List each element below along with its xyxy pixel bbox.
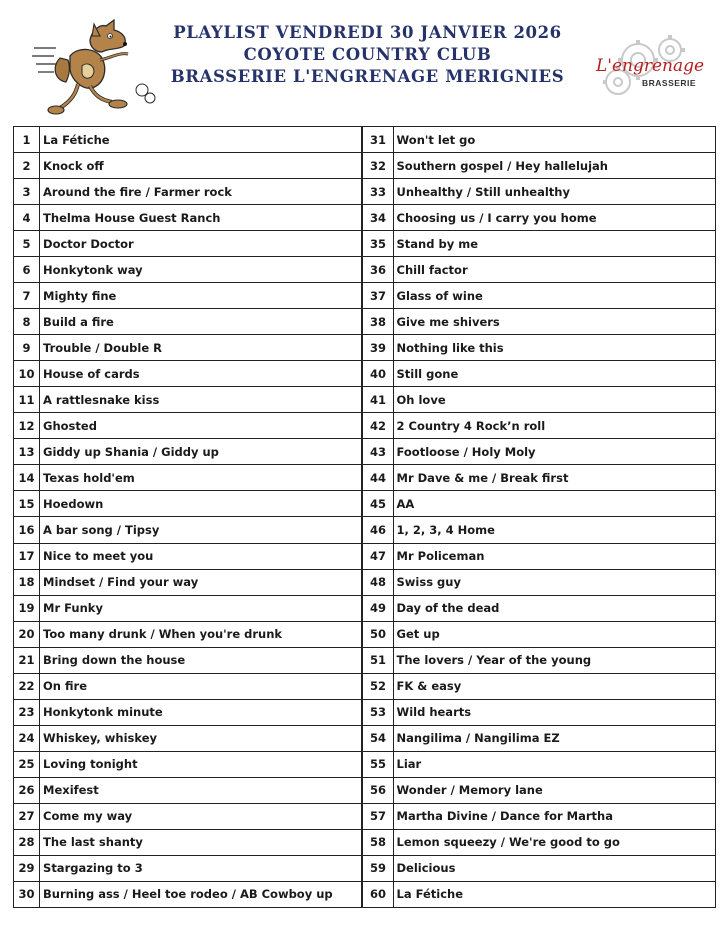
track-number: 43 (362, 439, 393, 465)
track-number: 45 (362, 491, 393, 517)
table-row (14, 153, 716, 179)
track-title: Unhealthy / Still unhealthy (393, 179, 715, 205)
track-number: 31 (362, 127, 393, 153)
track-title: Southern gospel / Hey hallelujah (393, 153, 715, 179)
track-title: Ghosted (40, 413, 363, 439)
track-number: 58 (362, 829, 393, 855)
track-number: 35 (362, 231, 393, 257)
track-number: 9 (14, 335, 40, 361)
track-number: 39 (362, 335, 393, 361)
track-number: 46 (362, 517, 393, 543)
track-title: Bring down the house (40, 647, 363, 673)
track-number: 34 (362, 205, 393, 231)
table-row (14, 413, 716, 439)
table-row (14, 569, 716, 595)
track-number: 15 (14, 491, 40, 517)
table-row (14, 829, 716, 855)
track-title: Loving tonight (40, 751, 363, 777)
table-row (14, 673, 716, 699)
track-title: Wild hearts (393, 699, 715, 725)
table-row (14, 439, 716, 465)
track-number: 36 (362, 257, 393, 283)
track-number: 11 (14, 387, 40, 413)
track-title: Thelma House Guest Ranch (40, 205, 363, 231)
track-number: 14 (14, 465, 40, 491)
table-row (14, 621, 716, 647)
table-row (14, 387, 716, 413)
track-title: FK & easy (393, 673, 715, 699)
track-title: Giddy up Shania / Giddy up (40, 439, 363, 465)
track-title: Nice to meet you (40, 543, 363, 569)
table-row (14, 465, 716, 491)
track-title: Mindset / Find your way (40, 569, 363, 595)
track-title: Choosing us / I carry you home (393, 205, 715, 231)
track-title: Mexifest (40, 777, 363, 803)
track-title: 2 Country 4 Rock’n roll (393, 413, 715, 439)
track-number: 42 (362, 413, 393, 439)
track-number: 38 (362, 309, 393, 335)
track-title: Trouble / Double R (40, 335, 363, 361)
header-title-line3: BRASSERIE L'ENGRENAGE MERIGNIES (170, 67, 565, 86)
table-row (14, 803, 716, 829)
track-number: 32 (362, 153, 393, 179)
track-number: 60 (362, 881, 393, 907)
track-number: 20 (14, 621, 40, 647)
track-title: La Fétiche (40, 127, 363, 153)
table-row (14, 283, 716, 309)
track-title: Swiss guy (393, 569, 715, 595)
track-number: 22 (14, 673, 40, 699)
playlist-body (14, 127, 716, 908)
track-number: 51 (362, 647, 393, 673)
table-row (14, 699, 716, 725)
track-title: House of cards (40, 361, 363, 387)
table-row (14, 777, 716, 803)
track-title: Hoedown (40, 491, 363, 517)
table-row (14, 179, 716, 205)
track-number: 23 (14, 699, 40, 725)
track-number: 57 (362, 803, 393, 829)
track-number: 28 (14, 829, 40, 855)
table-row (14, 855, 716, 881)
track-number: 44 (362, 465, 393, 491)
track-title: Chill factor (393, 257, 715, 283)
track-number: 2 (14, 153, 40, 179)
table-row (14, 881, 716, 907)
track-number: 1 (14, 127, 40, 153)
coyote-mascot-icon (30, 18, 158, 118)
header-titles (160, 22, 575, 88)
track-title: AA (393, 491, 715, 517)
track-number: 37 (362, 283, 393, 309)
track-number: 25 (14, 751, 40, 777)
track-title: Doctor Doctor (40, 231, 363, 257)
track-number: 30 (14, 881, 40, 907)
track-number: 56 (362, 777, 393, 803)
track-title: Stargazing to 3 (40, 855, 363, 881)
track-number: 16 (14, 517, 40, 543)
track-number: 13 (14, 439, 40, 465)
track-title: Nothing like this (393, 335, 715, 361)
track-title: Come my way (40, 803, 363, 829)
track-number: 17 (14, 543, 40, 569)
track-number: 41 (362, 387, 393, 413)
track-number: 49 (362, 595, 393, 621)
track-number: 59 (362, 855, 393, 881)
header-title-line2: COYOTE COUNTRY CLUB (243, 45, 492, 64)
page-header (0, 0, 727, 122)
track-number: 33 (362, 179, 393, 205)
track-title: Liar (393, 751, 715, 777)
track-title: A bar song / Tipsy (40, 517, 363, 543)
table-row (14, 543, 716, 569)
table-row (14, 257, 716, 283)
track-title: Burning ass / Heel toe rodeo / AB Cowboy up (40, 881, 363, 907)
track-title: Still gone (393, 361, 715, 387)
logo-subtext: BRASSERIE (642, 78, 697, 88)
track-title: Texas hold'em (40, 465, 363, 491)
table-row (14, 725, 716, 751)
track-number: 6 (14, 257, 40, 283)
track-number: 8 (14, 309, 40, 335)
track-title: Stand by me (393, 231, 715, 257)
track-title: The last shanty (40, 829, 363, 855)
track-title: Martha Divine / Dance for Martha (393, 803, 715, 829)
track-title: La Fétiche (393, 881, 715, 907)
playlist-table (13, 126, 716, 908)
track-number: 47 (362, 543, 393, 569)
track-title: Build a fire (40, 309, 363, 335)
track-number: 55 (362, 751, 393, 777)
track-title: Day of the dead (393, 595, 715, 621)
table-row (14, 335, 716, 361)
track-number: 50 (362, 621, 393, 647)
header-title-line1: PLAYLIST VENDREDI 30 JANVIER 2026 (173, 23, 562, 42)
track-number: 4 (14, 205, 40, 231)
track-number: 52 (362, 673, 393, 699)
track-number: 5 (14, 231, 40, 257)
track-title: A rattlesnake kiss (40, 387, 363, 413)
track-number: 48 (362, 569, 393, 595)
table-row (14, 127, 716, 153)
track-number: 12 (14, 413, 40, 439)
track-number: 40 (362, 361, 393, 387)
track-title: On fire (40, 673, 363, 699)
table-row (14, 205, 716, 231)
track-title: Wonder / Memory lane (393, 777, 715, 803)
track-title: Whiskey, whiskey (40, 725, 363, 751)
track-title: Mr Dave & me / Break first (393, 465, 715, 491)
table-row (14, 491, 716, 517)
track-number: 26 (14, 777, 40, 803)
track-number: 21 (14, 647, 40, 673)
track-title: Mighty fine (40, 283, 363, 309)
table-row (14, 595, 716, 621)
track-title: Oh love (393, 387, 715, 413)
track-title: Get up (393, 621, 715, 647)
table-row (14, 361, 716, 387)
track-number: 27 (14, 803, 40, 829)
track-title: Won't let go (393, 127, 715, 153)
track-title: Give me shivers (393, 309, 715, 335)
track-number: 24 (14, 725, 40, 751)
track-number: 29 (14, 855, 40, 881)
track-number: 18 (14, 569, 40, 595)
track-title: Knock off (40, 153, 363, 179)
track-title: Honkytonk minute (40, 699, 363, 725)
track-number: 7 (14, 283, 40, 309)
track-number: 53 (362, 699, 393, 725)
track-number: 10 (14, 361, 40, 387)
track-title: 1, 2, 3, 4 Home (393, 517, 715, 543)
logo-text: L'engrenage (596, 56, 705, 76)
table-row (14, 517, 716, 543)
track-title: Glass of wine (393, 283, 715, 309)
track-title: Lemon squeezy / We're good to go (393, 829, 715, 855)
track-title: Too many drunk / When you're drunk (40, 621, 363, 647)
table-row (14, 231, 716, 257)
track-number: 54 (362, 725, 393, 751)
track-title: Footloose / Holy Moly (393, 439, 715, 465)
track-number: 19 (14, 595, 40, 621)
track-title: Honkytonk way (40, 257, 363, 283)
track-title: Mr Policeman (393, 543, 715, 569)
track-title: Mr Funky (40, 595, 363, 621)
track-title: Nangilima / Nangilima EZ (393, 725, 715, 751)
track-title: The lovers / Year of the young (393, 647, 715, 673)
table-row (14, 751, 716, 777)
table-row (14, 309, 716, 335)
table-row (14, 647, 716, 673)
track-number: 3 (14, 179, 40, 205)
track-title: Delicious (393, 855, 715, 881)
track-title: Around the fire / Farmer rock (40, 179, 363, 205)
